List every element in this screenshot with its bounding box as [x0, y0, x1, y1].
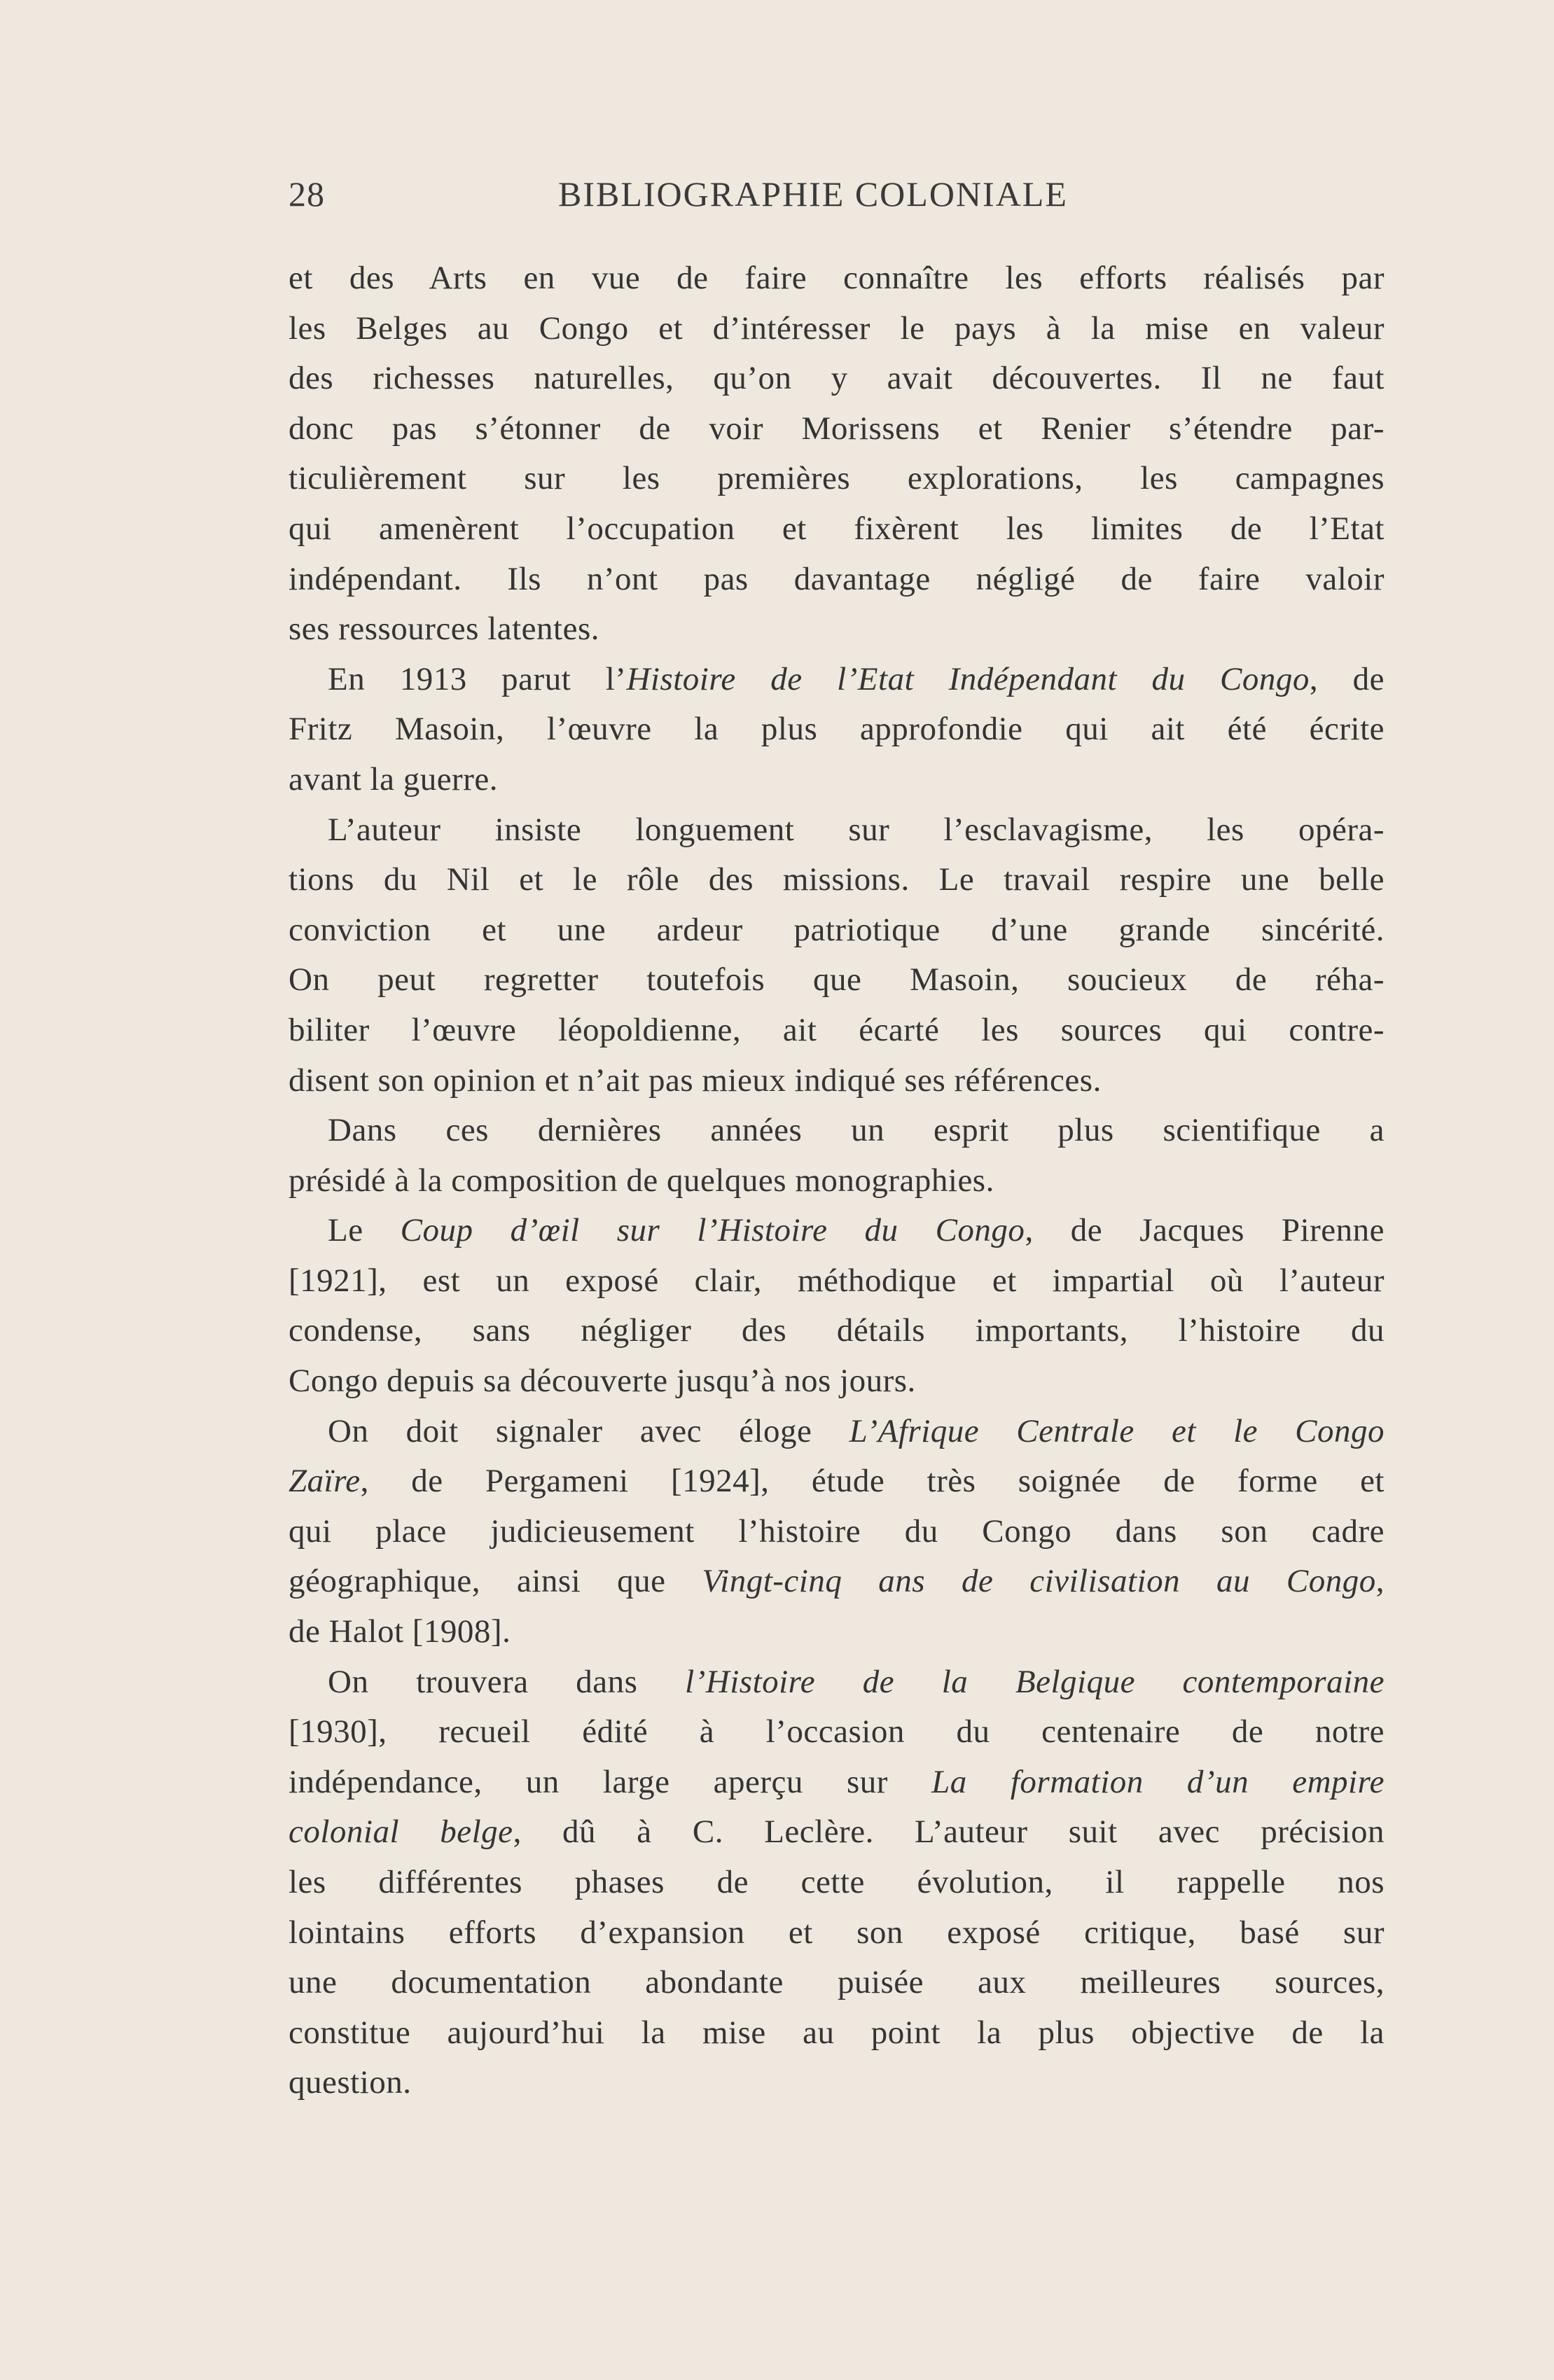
text-run: ,	[1375, 1563, 1385, 1600]
text-line: L’auteur insiste longuement sur l’esclavagisme, les opéra-	[328, 811, 1385, 848]
text-line: indépendant. Ils n’ont pas davantage négligé de faire valoir	[289, 560, 1385, 597]
text-line: une documentation abondante puisée aux meilleures sources,	[289, 1964, 1385, 2001]
text-run: On doit signaler avec éloge	[328, 1412, 849, 1449]
text-line: lointains efforts d’expansion et son exposé critique, basé sur	[289, 1914, 1385, 1951]
book-title: l’Histoire de la Belgique contemporaine	[685, 1663, 1385, 1700]
text-line: des richesses naturelles, qu’on y avait découvertes. Il ne faut	[289, 360, 1385, 397]
text-line: question.	[289, 2064, 412, 2101]
page-number: 28	[289, 174, 325, 214]
text-line: de Halot [1908].	[289, 1613, 511, 1650]
text-run: , de Pergameni [1924], étude très soignée de forme et	[360, 1463, 1385, 1500]
text-line: On peut regretter toutefois que Masoin, soucieux de réha-	[289, 961, 1385, 998]
text-line: conviction et une ardeur patriotique d’une grande sincérité.	[289, 911, 1385, 948]
text-line: biliter l’œuvre léopoldienne, ait écarté les sources qui contre-	[289, 1011, 1385, 1048]
text-line: [1921], est un exposé clair, méthodique et impartial où l’auteur	[289, 1262, 1385, 1299]
book-title: Histoire de l’Etat Indépendant du Congo	[626, 660, 1310, 697]
text-line: disent son opinion et n’ait pas mieux indiqué ses références.	[289, 1062, 1102, 1099]
text-line: qui place judicieusement l’histoire du Congo dans son cadre	[289, 1512, 1385, 1550]
text-line: tions du Nil et le rôle des missions. Le travail respire une belle	[289, 861, 1385, 898]
text-line: présidé à la composition de quelques monographies.	[289, 1162, 994, 1199]
text-line	[289, 1657, 1385, 1708]
page-header	[289, 174, 1385, 223]
text-line: constitue aujourd’hui la mise au point la plus objective de la	[289, 2014, 1385, 2051]
text-line: et des Arts en vue de faire connaître les efforts réalisés par	[289, 260, 1385, 296]
text-run: , dû à C. Leclère. L’auteur suit avec précision	[513, 1814, 1385, 1851]
book-title: La formation d’un empire	[931, 1763, 1385, 1800]
text-line: ticulièrement sur les premières explorations, les campagnes	[289, 460, 1385, 497]
text-run: Le	[328, 1212, 401, 1249]
text-run: , de Jacques Pirenne	[1025, 1212, 1385, 1249]
text-line: Fritz Masoin, l’œuvre la plus approfondie qui ait été écrite	[289, 711, 1385, 748]
text-line: qui amenèrent l’occupation et fixèrent les limites de l’Etat	[289, 510, 1385, 547]
text-line	[289, 1758, 1385, 1808]
text-line	[289, 1407, 1385, 1457]
text-line: condense, sans négliger des détails importants, l’histoire du	[289, 1312, 1385, 1349]
text-run: En 1913 parut l’	[328, 660, 627, 697]
text-line: donc pas s’étonner de voir Morissens et Renier s’étendre par-	[289, 410, 1385, 447]
text-line: les Belges au Congo et d’intéresser le pays à la mise en valeur	[289, 309, 1385, 347]
book-title: Coup d’œil sur l’Histoire du Congo	[400, 1212, 1025, 1249]
book-title: L’Afrique Centrale et le Congo	[849, 1412, 1385, 1449]
text-line	[289, 1807, 1385, 1858]
body-text	[289, 253, 1385, 2108]
text-line	[289, 1206, 1385, 1256]
text-line	[289, 1557, 1385, 1607]
book-title: Zaïre	[289, 1463, 361, 1500]
text-line	[289, 655, 1385, 705]
text-line: Dans ces dernières années un esprit plus scientifique a	[328, 1112, 1385, 1149]
text-run: On trouvera dans	[328, 1663, 686, 1700]
text-line: avant la guerre.	[289, 760, 498, 798]
text-line: [1930], recueil édité à l’occasion du centenaire de notre	[289, 1713, 1385, 1751]
text-run: géographique, ainsi que	[289, 1563, 702, 1600]
book-title: Vingt-cinq ans de civilisation au Congo	[702, 1563, 1376, 1600]
text-run: , de	[1309, 660, 1385, 697]
text-line: les différentes phases de cette évolution, il rappelle nos	[289, 1864, 1385, 1900]
text-line	[289, 1456, 1385, 1507]
text-line: ses ressources latentes.	[289, 611, 599, 648]
text-run: indépendance, un large aperçu sur	[289, 1763, 932, 1800]
text-line: Congo depuis sa découverte jusqu’à nos jours.	[289, 1363, 916, 1400]
book-title: colonial belge	[289, 1814, 513, 1851]
running-title: BIBLIOGRAPHIE COLONIALE	[558, 174, 1068, 214]
